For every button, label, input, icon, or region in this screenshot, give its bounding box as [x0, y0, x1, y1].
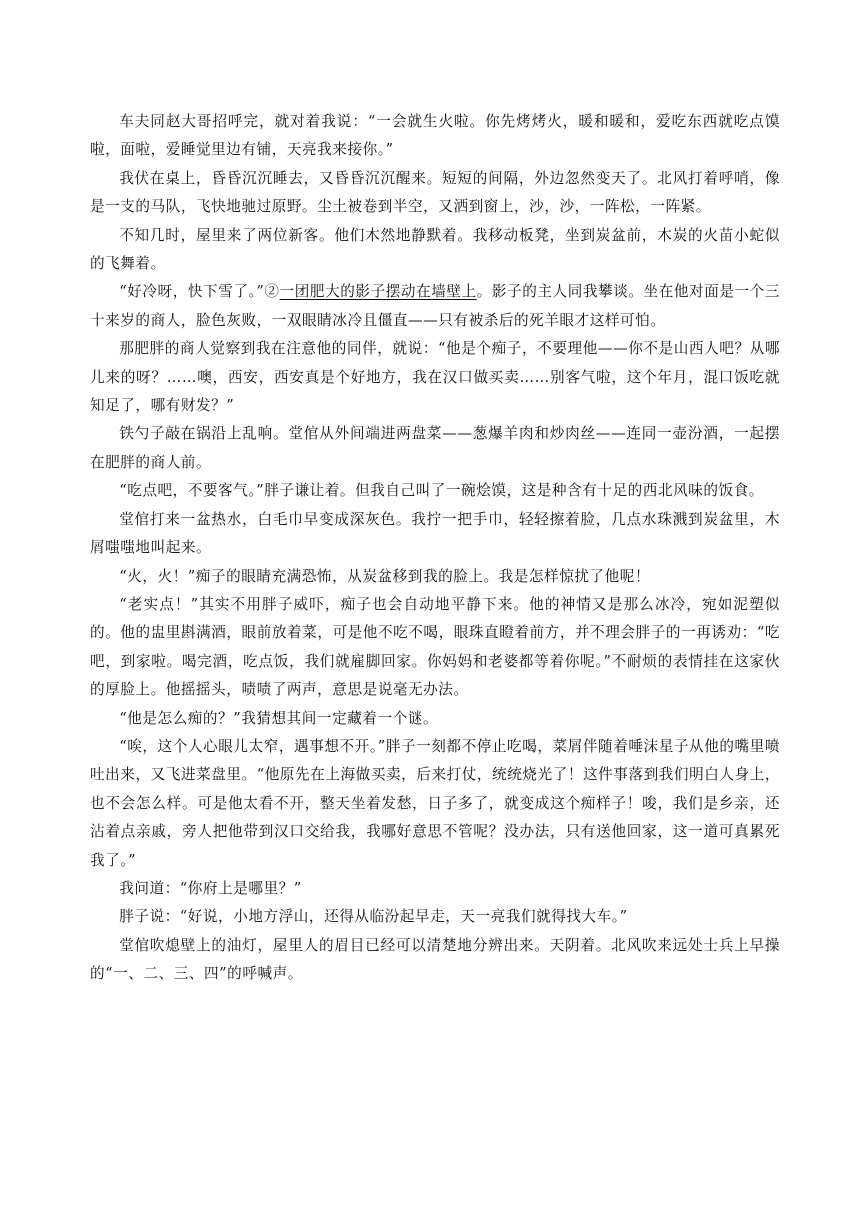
- paragraph-11: “他是怎么痴的？”我猜想其间一定藏着一个谜。: [119, 709, 439, 727]
- paragraph-4-lead: “好冷呀，快下雪了。”②: [119, 283, 280, 301]
- paragraph-3: 不知几时，屋里来了两位新客。他们木然地静默着。我移动板凳，坐到炭盆前，木炭的火苗小蛇似的飞舞着。: [90, 226, 780, 273]
- paragraph-5: 那肥胖的商人觉察到我在注意他的同伴，就说：“他是个痴子，不要理他——你不是山西人吧？从哪儿来的呀？……噢，西安，西安真是个好地方，我在汉口做买卖……别客气啦，这个年月，混口饭吃就知足了，哪有财发？”: [90, 340, 780, 415]
- paragraph-14: 胖子说：“好说，小地方浮山，还得从临汾起早走，天一亮我们就得找大车。”: [119, 908, 628, 926]
- paragraph-6: 铁勺子敲在锅沿上乱响。堂倌从外间端进两盘菜——葱爆羊肉和炒肉丝——连同一壶汾酒，一起摆在肥胖的商人前。: [90, 425, 780, 471]
- story-body: [90, 108, 780, 989]
- paragraph-15: 堂倌吹熄壁上的油灯，屋里人的眉目已经可以清楚地分辨出来。天阴着。北风吹来远处士兵上早操的“一、二、三、四”的呼喊声。: [90, 936, 780, 983]
- paragraph-9: “火，火！”痴子的眼睛充满恐怖，从炭盆移到我的脸上。我是怎样惊扰了他呢！: [119, 567, 651, 585]
- underlined-sentence-2: 一团肥大的影子摆动在墙壁上: [279, 283, 477, 301]
- paragraph-12: “唉，这个人心眼儿太窄，遇事想不开。”胖子一刻都不停止吃喝，菜屑伴随着唾沫星子从他的嘴里喷吐出来，又飞进菜盘里。“他原先在上海做买卖，后来打仗，统统烧光了！这件事落到我们明白人身上，也不会怎么样。可是他太看不开，整天坐着发愁，日子多了，就变成这个痴样子！唆，我们是乡亲，还沾着点亲戚，旁人把他带到汉口交给我，我哪好意思不管呢？没办法，只有送他回家，这一道可真累死我了。”: [90, 737, 780, 869]
- paragraph-8: 堂倌打来一盆热水，白毛巾早变成深灰色。我拧一把手巾，轻轻擦着脸，几点水珠溅到炭盆里，木屑嗤嗤地叫起来。: [90, 510, 780, 557]
- paragraph-10: “老实点！”其实不用胖子威吓，痴子也会自动地平静下来。他的神情又是那么冰冷，宛如泥塑似的。他的盅里斟满酒，眼前放着菜，可是他不吃不喝，眼珠直瞪着前方，并不理会胖子的一再诱劝：“吃吧，到家啦。喝完酒，吃点饭，我们就雇脚回家。你妈妈和老婆都等着你呢。”不耐烦的表情挂在这家伙的厚脸上。他摇摇头，啧啧了两声，意思是说毫无办法。: [90, 595, 780, 699]
- paragraph-4: [90, 278, 780, 335]
- paragraph-2: 我伏在桌上，昏昏沉沉睡去，又昏昏沉沉醒来。短短的间隔，外边忽然变天了。北风打着呼哨，像是一支的马队，飞快地驰过原野。尘土被卷到半空，又洒到窗上，沙，沙，一阵松，一阵紧。: [90, 169, 780, 216]
- paragraph-4-rest: 。影子的主人同我攀谈。坐在他对面是一个三十来岁的商人，脸色灰败，一双眼睛冰冷且僵直——只有被杀后的死羊眼才这样可怕。: [90, 283, 780, 329]
- paragraph-1: 车夫同赵大哥招呼完，就对着我说：“一会就生火啦。你先烤烤火，暖和暖和，爱吃东西就吃点馍啦，面啦，爱睡觉里边有铺，天亮我来接你。”: [90, 113, 780, 159]
- paragraph-13: 我问道：“你府上是哪里？”: [119, 879, 302, 897]
- paragraph-7: “吃点吧，不要客气。”胖子谦让着。但我自己叫了一碗烩馍，这是种含有十足的西北风味的饭食。: [119, 482, 764, 500]
